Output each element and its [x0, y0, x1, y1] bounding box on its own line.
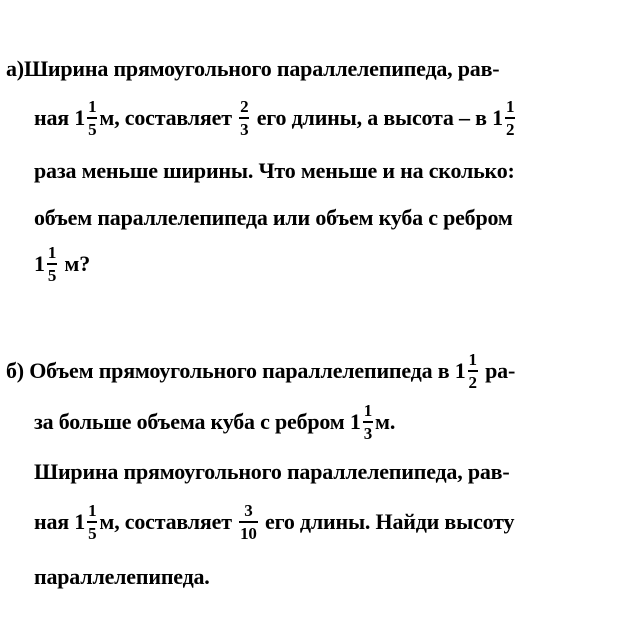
- b-edge-denominator: 3: [363, 424, 373, 443]
- b-times-fraction: [468, 351, 478, 391]
- problem-a-line-3: [34, 160, 515, 182]
- problem-a-text-2a: ная: [34, 105, 75, 131]
- edge-whole: 1: [34, 251, 45, 277]
- b-times-denominator: 2: [468, 373, 477, 392]
- b-ratio-fraction: [239, 502, 258, 542]
- ratio-fraction: [239, 98, 249, 138]
- b-edge-fraction: [363, 402, 373, 442]
- width-whole: 1: [74, 105, 86, 131]
- edge-fraction: [47, 244, 57, 284]
- b-edge-numerator: 1: [363, 402, 373, 423]
- problem-a-line-5: [34, 243, 91, 286]
- problem-a-text-2b: м, составляет: [99, 105, 238, 131]
- b-width-whole: 1: [74, 509, 86, 535]
- problem-a-line-1: [6, 58, 499, 80]
- width-fraction: [87, 98, 97, 138]
- problem-a-text-1: Ширина прямоугольного параллелепипеда, рав-: [23, 56, 500, 81]
- problem-b-text-3: Ширина прямоугольного параллелепипеда, рав-: [34, 459, 510, 484]
- problem-b-text-2b: м.: [375, 409, 396, 435]
- b-width-denominator: 5: [88, 524, 97, 543]
- problem-a-line-4: [34, 207, 513, 229]
- problem-a-text-4: объем параллелепипеда или объем куба с ребром: [34, 205, 513, 230]
- problem-b-text-4a: ная: [34, 509, 75, 535]
- problem-a-text-3: раза меньше ширины. Что меньше и на сколько:: [34, 158, 515, 183]
- times-numerator: 1: [505, 98, 515, 119]
- problem-a-marker: а): [6, 56, 24, 81]
- problem-a-text-5: м?: [59, 251, 91, 277]
- b-width-fraction: [87, 502, 97, 542]
- times-denominator: 2: [505, 120, 515, 139]
- width-denominator: 5: [88, 120, 97, 139]
- problem-b-marker: б): [6, 358, 24, 384]
- times-whole: 1: [492, 105, 503, 131]
- problem-b-text-1a: Объем прямоугольного параллелепипеда в: [29, 358, 455, 384]
- problem-a-line-2: [34, 97, 517, 140]
- b-ratio-denominator: 10: [240, 524, 257, 543]
- problem-b-text-4c: его длины. Найди высоту: [259, 509, 515, 535]
- ratio-numerator: 2: [239, 98, 249, 119]
- times-fraction: [505, 98, 515, 138]
- problem-b-line-5: [34, 566, 210, 588]
- problem-b-line-3: [34, 461, 509, 483]
- edge-numerator: 1: [47, 244, 57, 265]
- problem-b-line-4: [34, 501, 515, 544]
- problem-b-text-5: параллелепипеда.: [34, 564, 210, 589]
- b-edge-whole: 1: [349, 409, 361, 435]
- problem-b-text-2a: за больше объема куба с ребром: [34, 409, 350, 435]
- problem-a-text-2c: его длины, а высота – в: [251, 105, 493, 131]
- problem-b-line-1: [6, 350, 516, 393]
- b-ratio-numerator: 3: [239, 502, 258, 523]
- b-times-numerator: 1: [468, 351, 478, 372]
- b-times-whole: 1: [454, 358, 466, 384]
- problem-b-text-4b: м, составляет: [99, 509, 238, 535]
- b-width-numerator: 1: [87, 502, 97, 523]
- problem-b-text-1b: ра-: [479, 358, 516, 384]
- problem-b-line-2: [34, 401, 396, 444]
- width-numerator: 1: [87, 98, 97, 119]
- ratio-denominator: 3: [240, 120, 249, 139]
- edge-denominator: 5: [47, 266, 57, 285]
